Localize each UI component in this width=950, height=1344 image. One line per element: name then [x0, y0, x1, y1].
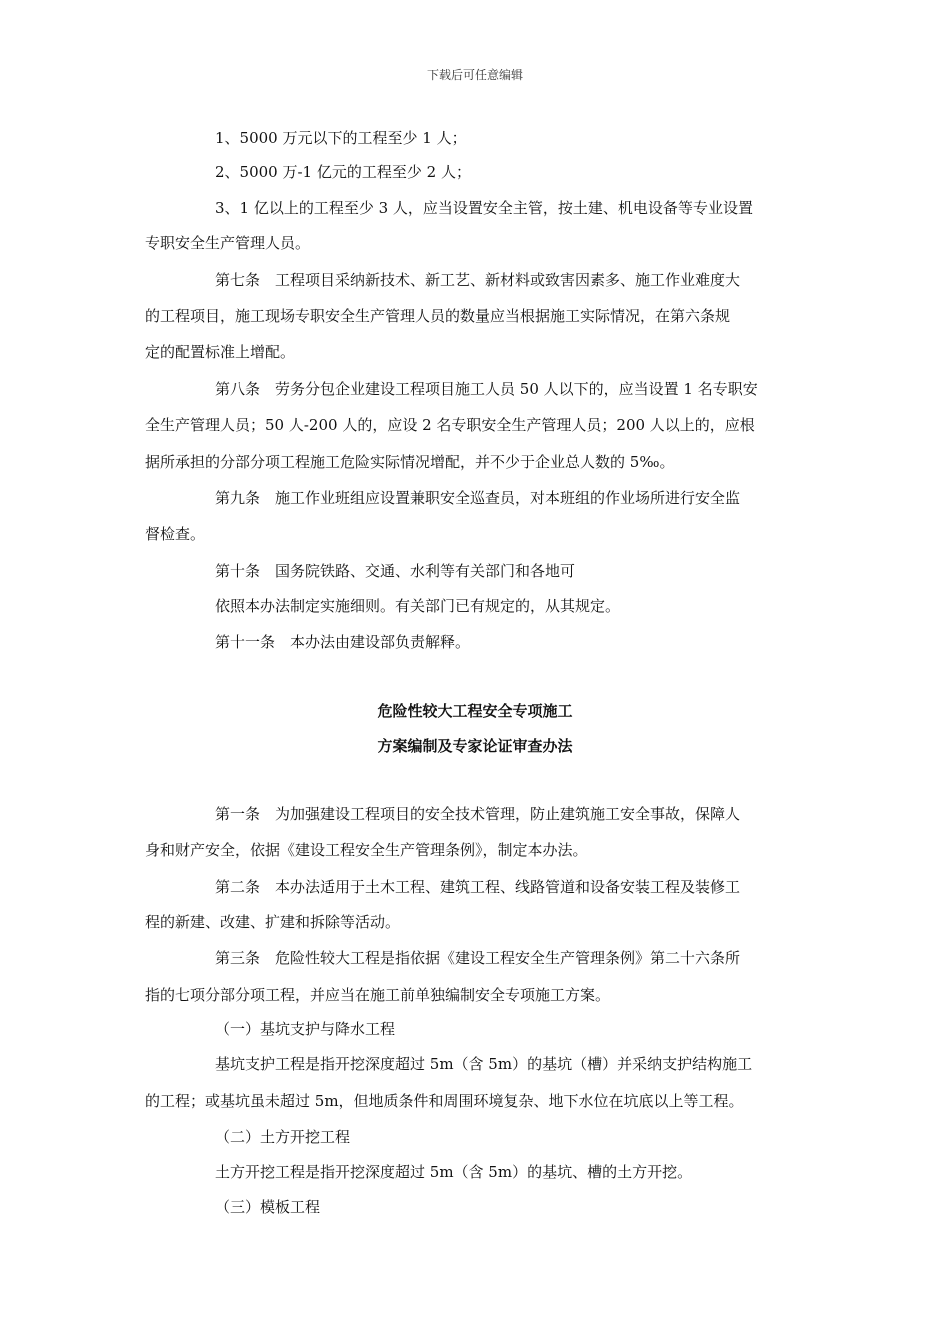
paragraph-line: 第二条 本办法适用于土木工程、建筑工程、线路管道和设备安装工程及装修工	[215, 878, 741, 896]
paragraph-line: 3、1 亿以上的工程至少 3 人，应当设置安全主管，按土建、机电设备等专业设置	[215, 199, 753, 217]
section-heading: （一）基坑支护与降水工程	[215, 1020, 396, 1038]
section-heading: （三）模板工程	[215, 1198, 321, 1216]
paragraph-line: 的工程；或基坑虽未超过 5m，但地质条件和周围环境复杂、地下水位在坑底以上等工程。	[145, 1092, 744, 1110]
paragraph-line: 督检查。	[145, 525, 206, 543]
document-title: 危险性较大工程安全专项施工	[377, 702, 573, 720]
paragraph-line: 土方开挖工程是指开挖深度超过 5m（含 5m）的基坑、槽的土方开挖。	[215, 1163, 693, 1181]
paragraph-line: 第三条 危险性较大工程是指依据《建设工程安全生产管理条例》第二十六条所	[215, 949, 741, 967]
paragraph-line: 第八条 劳务分包企业建设工程项目施工人员 50 人以下的，应当设置 1 名专职安	[215, 380, 758, 398]
paragraph-line: 第十一条 本办法由建设部负责解释。	[215, 633, 471, 651]
paragraph-line: 依照本办法制定实施细则。有关部门已有规定的，从其规定。	[215, 597, 621, 615]
paragraph-line: 基坑支护工程是指开挖深度超过 5m（含 5m）的基坑（槽）并采纳支护结构施工	[215, 1055, 753, 1073]
paragraph-line: 程的新建、改建、扩建和拆除等活动。	[145, 913, 401, 931]
paragraph-line: 的工程项目，施工现场专职安全生产管理人员的数量应当根据施工实际情况，在第六条规	[145, 307, 731, 325]
page-header: 下载后可任意编辑	[426, 68, 523, 82]
paragraph-line: 指的七项分部分项工程，并应当在施工前单独编制安全专项施工方案。	[145, 986, 611, 1004]
document-title: 方案编制及专家论证审查办法	[377, 737, 573, 755]
paragraph-line: 第十条 国务院铁路、交通、水利等有关部门和各地可	[215, 562, 576, 580]
section-heading: （二）土方开挖工程	[215, 1128, 351, 1146]
paragraph-line: 据所承担的分部分项工程施工危险实际情况增配，并不少于企业总人数的 5‰。	[145, 453, 675, 471]
paragraph-line: 全生产管理人员；50 人-200 人的，应设 2 名专职安全生产管理人员；200 人以上的，应根	[145, 416, 755, 434]
paragraph-line: 1、5000 万元以下的工程至少 1 人；	[215, 129, 467, 147]
paragraph-line: 专职安全生产管理人员。	[145, 234, 311, 252]
paragraph-line: 第一条 为加强建设工程项目的安全技术管理，防止建筑施工安全事故，保障人	[215, 805, 741, 823]
paragraph-line: 2、5000 万-1 亿元的工程至少 2 人；	[215, 163, 471, 181]
paragraph-line: 身和财产安全，依据《建设工程安全生产管理条例》，制定本办法。	[145, 841, 588, 859]
paragraph-line: 第九条 施工作业班组应设置兼职安全巡查员，对本班组的作业场所进行安全监	[215, 489, 741, 507]
paragraph-line: 第七条 工程项目采纳新技术、新工艺、新材料或致害因素多、施工作业难度大	[215, 271, 741, 289]
paragraph-line: 定的配置标准上增配。	[145, 343, 296, 361]
